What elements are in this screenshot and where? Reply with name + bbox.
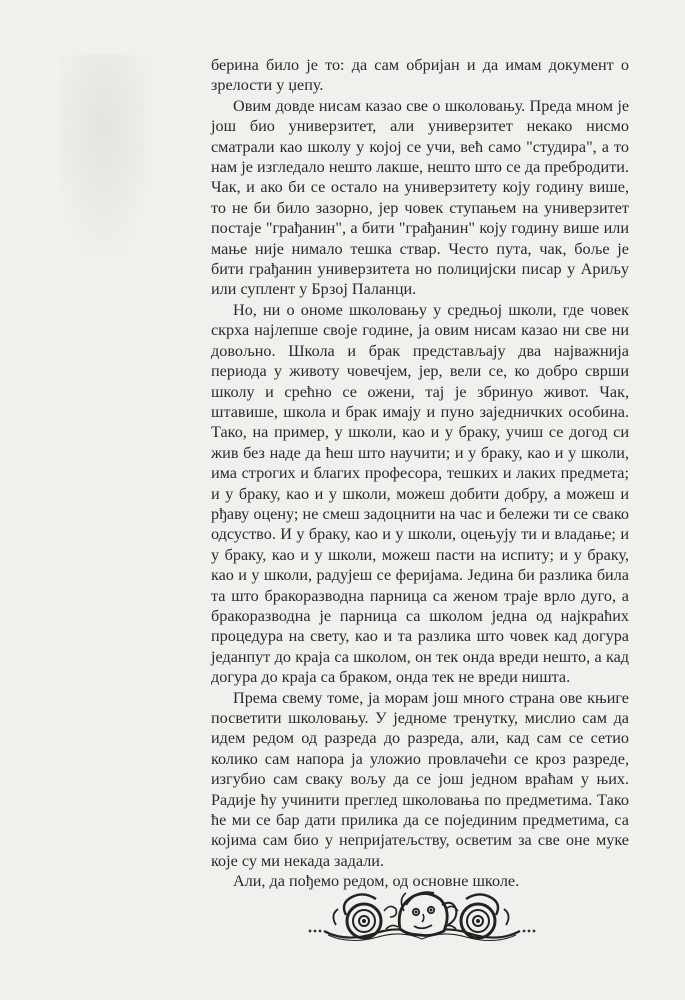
paragraph-1: берина било је то: да сам обријан и да имам документ о зрелости у џепу. [211,56,629,95]
page-bleed-through [60,55,170,295]
paragraph-3: Но, ни о ономе школовању у средњој школи, где човек скрха најлепше своје године, ја овим нисам казао ни све ни довољно. Школа и брак представљају два најважнија периода у животу човечјем, јер, вели се, ко добро сврши школу и срећно се ожени, тај је збринуо живот. Чак, штавише, школа и брак имају и пуно заједничких особина. Тако, на пример, у школи, као и у браку, учиш се догод си жив без наде да ћеш што научити; и у браку, као и у школи, има строгих и благих професора, тешких и лаких предмета; и у браку, као и у школи, можеш добити добру, а можеш и рђаву оцену; не смеш задоцнити на час и бележи ти се свако одсуство. И у браку, као и у школи, оцењују ти и владање; и у браку, као и у школи, можеш пасти на испиту; и у браку, као и у школи, радујеш се феријама. Једина би разлика била та што бракоразводна парница са женом траје врло дуго, а бракоразводна је парница са школом једна од најкраћих процедура на свету, као и та разлика што човек кад догура једанпут до краја са школом, он тек онда вреди нешто, а кад догура до краја са браком, онда тек не вреди ништа. [211,300,629,687]
paragraph-5: Али, да пођемо редом, од основне школе. [233,872,520,891]
paragraph-4: Према свему томе, ја морам још много страна ове књиге посветити школовању. У једноме тренутку, мислио сам да идем редом од разреда до разреда, али, кад сам се сетио колико сам напора ја уложио провлачећи се кроз разреде, изгубио сам сваку вољу да се још једном враћам у њих. Радије ћу учинити преглед школовања по предметима. Тако ће ми се бар дати прилика да се појединим предметима, са којима сам био у непријатељству, осветим за све оне муке које су ми некада задали. [211,688,629,870]
body-text [211,55,629,892]
decorative-ornament-icon [306,885,538,947]
paragraph-2: Овим довде нисам казао све о школовању. Преда мном је још био универзитет, али универзитет некако нисмо сматрали као школу у којој се учи, већ само "студира", а то нам је изгледало нешто лакше, нешто што се да пребродити. Чак, и ако би се остало на универзитету коју годину више, то не би било зазорно, јер човек ступањем на универзитет постаје "грађанин", а бити "грађанин" коју годину више или мање није нимало тешка ствар. Често пута, чак, боље је бити грађанин универзитета но полицијски писар у Ариљу или суплент у Брзој Паланци. [211,96,629,299]
